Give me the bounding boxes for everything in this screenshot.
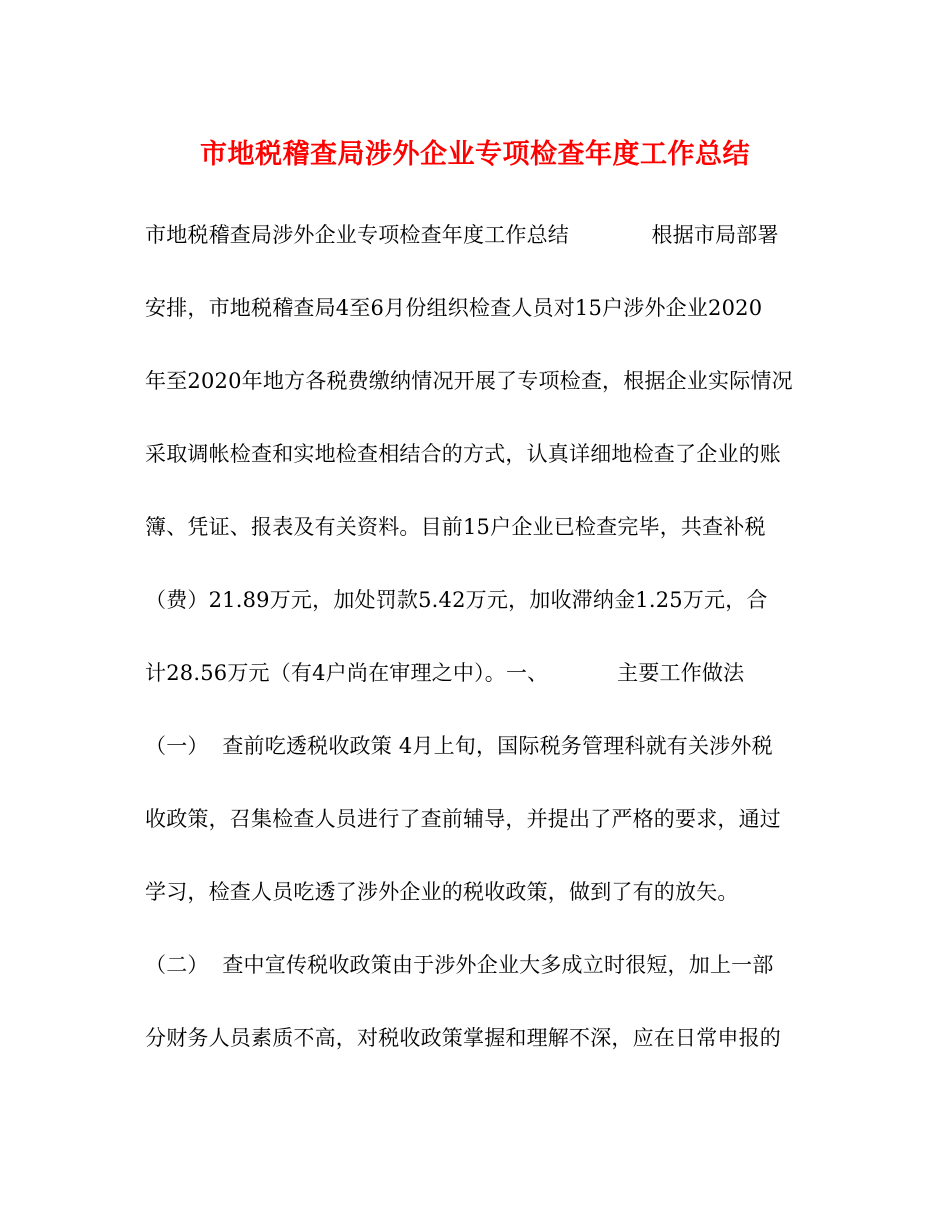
document-title: 市地税稽查局涉外企业专项检查年度工作总结 bbox=[200, 139, 750, 170]
body-line-11: （二） 查中宣传税收政策由于涉外企业大多成立时很短，加上一部 bbox=[145, 953, 774, 977]
body-line-3: 年至2020年地方各税费缴纳情况开展了专项检查，根据企业实际情况 bbox=[145, 369, 793, 393]
body-line-1: 市地税稽查局涉外企业专项检查年度工作总结 根据市局部署 bbox=[145, 223, 779, 247]
body-line-10: 学习，检查人员吃透了涉外企业的税收政策，做到了有的放矢。 bbox=[145, 880, 739, 904]
body-line-8: （一） 查前吃透税收政策 4月上旬，国际税务管理科就有关涉外税 bbox=[145, 734, 773, 758]
body-line-9: 收政策，召集检查人员进行了查前辅导，并提出了严格的要求，通过 bbox=[145, 807, 781, 831]
body-line-2: 安排，市地税稽查局4至6月份组织检查人员对15户涉外企业2020 bbox=[145, 296, 763, 320]
body-line-12: 分财务人员素质不高，对税收政策掌握和理解不深，应在日常申报的 bbox=[145, 1026, 781, 1050]
body-line-5: 簿、凭证、报表及有关资料。目前15户企业已检查完毕，共查补税 bbox=[145, 515, 766, 539]
body-line-6: （费）21.89万元，加处罚款5.42万元，加收滞纳金1.25万元，合 bbox=[145, 588, 768, 612]
body-line-7: 计28.56万元（有4户尚在审理之中）。一、 主要工作做法 bbox=[145, 661, 745, 685]
body-line-4: 采取调帐检查和实地检查相结合的方式，认真详细地检查了企业的账 bbox=[145, 442, 781, 466]
